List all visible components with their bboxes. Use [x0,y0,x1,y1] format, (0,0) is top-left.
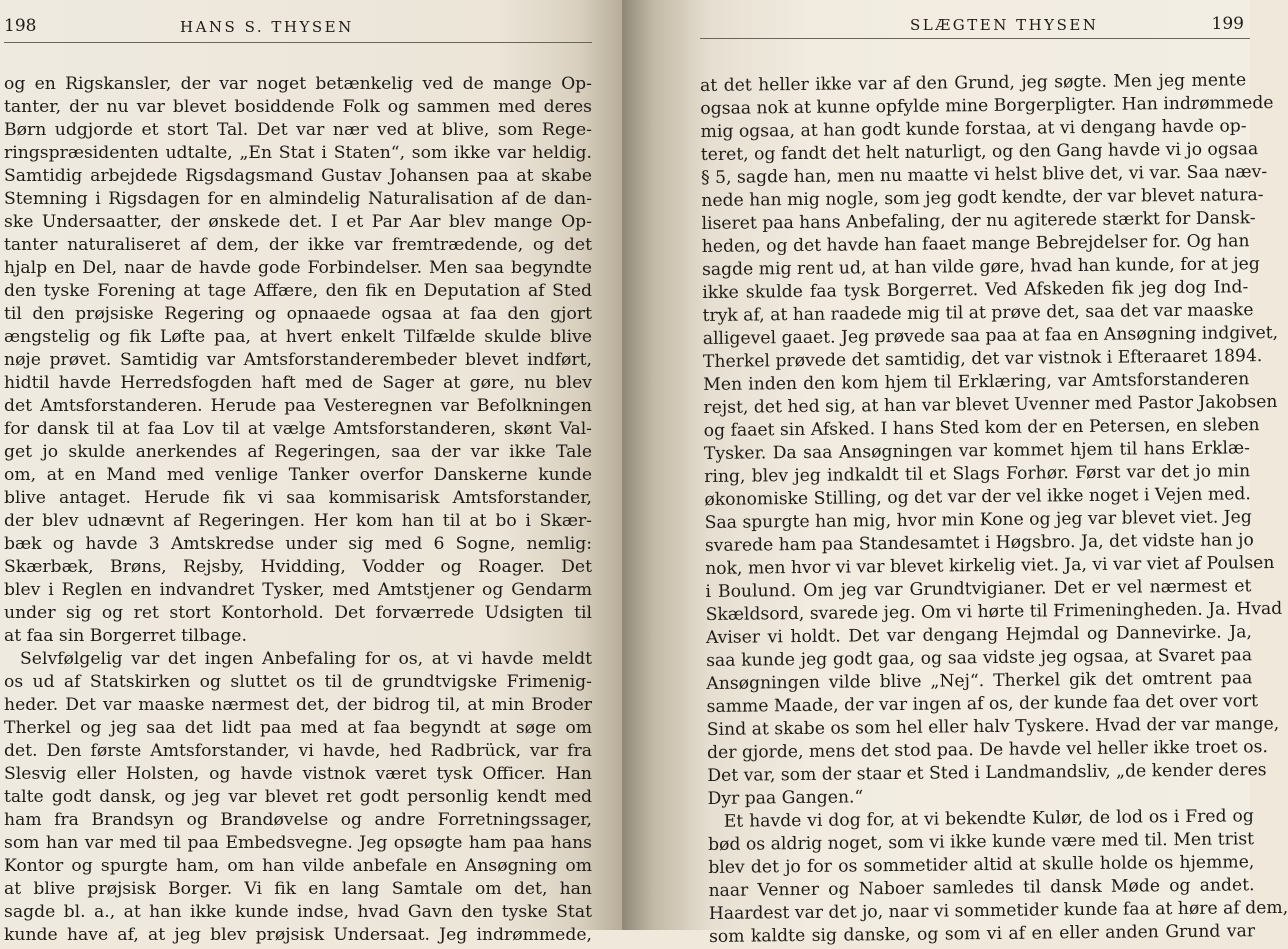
text-line: under sig og ret stort Kontorhold. Det forværrede Udsigten til [4,603,592,623]
text-line: nøje prøvet. Samtidig var Amtsforstanderembeder blevet indført, [4,350,592,370]
text-line: som han var med til paa Embedsvegne. Jeg opsøgte ham paa hans [4,833,592,853]
text-line: Ansøgningen vilde blive „Nej“. Therkel gik det omtrent paa [706,668,1253,694]
text-line: Et havde vi dog for, at vi bekendte Kulør, de lod os i Fred og [723,806,1254,832]
text-line: talte godt dansk, og jeg var blevet ret godt personlig kendt med [4,787,592,807]
text-line: Skældsord, svarede jeg. Om vi hørte til Frimeningheden. Ja. Hvad [705,598,1283,625]
text-line: Haardest var det jo, naar vi sommetider kunde faa at høre af dem, [708,897,1288,924]
text-line: Aviser vi holdt. Det var dengang Hejmdal og Dannevirke. Ja, [705,622,1252,648]
text-line: den tyske Forening at tage Affære, den fik en Deputation af Sted [4,281,592,301]
text-line: naar Venner og Naboer samledes til dansk Møde og andet. [708,875,1255,901]
text-line: Slesvig eller Holsten, og havde vistnok været tysk Officer. Han [4,764,592,784]
right-body-text [700,69,1288,949]
text-line: ham fra Brandsyn og Brandøvelse og andre Forretningssager, [4,810,592,830]
text-line: og en Rigskansler, der var noget betænkelig ved de mange Op- [4,74,592,94]
text-line: ikke skulde faa tysk Borgerret. Ved Afskeden fik jeg dog Ind- [702,277,1249,303]
text-line: nok, men hvor vi var blevet kirkelig viet. Ja, vi var viet af Poulsen [705,553,1275,579]
text-line: teret, og fandt det helt naturligt, og den Gang havde vi jo ogsaa [700,139,1259,165]
right-running-title: SLÆGTEN THYSEN [910,16,1099,34]
text-line: rejst, det hed sig, at han var blevet Uvenner med Pastor Jakobsen [703,391,1278,418]
text-line: sagde bl. a., at han ikke kunde indse, hvad Gavn den tyske Stat [4,902,592,922]
text-line: nede han mig nogle, som jeg godt kendte, der var blevet natura- [701,185,1264,211]
text-line: Samtidig arbejdede Rigsdagsmand Gustav Johansen paa at skabe [4,166,592,186]
text-line: blev det jo for os sommetider altid at skulle holde os hjemme, [708,852,1255,878]
text-line: som kaldte sig danske, og som vi af en eller anden Grund var [708,921,1256,947]
text-line: samme Maade, der var ingen af os, der kunde faa det over vort [706,691,1259,717]
text-line: tryk af, at han raadede mig til at prøve det, saa det var maaske [702,300,1254,326]
text-line: blev i Reglen en indvandret Tysker, med Amtstjener og Gendarm [4,580,592,600]
right-running-head [700,14,1250,39]
text-line: bød os aldrig noget, som vi ikke kunde være med til. Men trist [707,829,1255,855]
text-line: det Amtsforstanderen. Herude paa Vesteregnen var Befolkningen [4,396,592,416]
text-line: økonomiske Stilling, og det var der vel ikke noget i Vejen med. [704,484,1251,510]
text-line: Saa spurgte han mig, hvor min Kone og jeg var blevet viet. Jeg [704,507,1252,533]
left-running-head [4,16,592,43]
text-line: Børn udgjorde et stort Tal. Det var nær ved at blive, som Rege- [4,120,592,140]
text-line: Kontor og spurgte ham, om han vilde anbefale en Ansøgning om [4,856,592,876]
text-line: saa kunde jeg godt gaa, og saa vidste jeg ogsaa, at Svaret paa [706,645,1253,671]
text-line: bæk og havde 3 Amtskredse under sig med 6 Sogne, nemlig: [4,534,592,554]
right-page-number: 199 [1211,14,1244,34]
text-line: at det heller ikke var af den Grund, jeg søgte. Men jeg mente [700,70,1247,96]
text-line: der blev udnævnt af Regeringen. Her kom han til at bo i Skær- [4,511,592,531]
text-line: hidtil havde Herredsfogden haft med de Sager at gøre, nu blev [4,373,592,393]
text-line: sagde mig rent ud, at han vilde gøre, hvad han kunde, for at jeg [701,254,1260,280]
left-page [0,0,622,945]
text-line: kunde have af, at jeg blev prøjsisk Undersaat. Jeg indrømmede, [4,925,592,945]
text-line: der gjorde, mens det stod paa. De havde vel heller ikke troet os. [706,737,1268,763]
left-body-text [4,73,592,947]
text-line: ogsaa nok at kunne opfylde mine Borgerpligter. Han indrømmede [700,92,1274,119]
text-line: blive antaget. Herude fik vi saa kommisarisk Amtsforstander, [4,488,592,508]
text-line: tanter, der nu var blevet bosiddende Folk og sammen med deres [4,97,592,117]
text-line: Stemning i Rigsdagen for en almindelig Naturalisation af de dan- [4,189,592,209]
text-line: ske Undersaatter, der ønskede det. I et Par Aar blev mange Op- [4,212,592,232]
text-line: liseret paa hans Anbefaling, der nu agiterede stærkt for Dansk- [701,208,1256,234]
text-line: at blive prøjsisk Borger. Vi fik en lang Samtale om det, han [4,879,592,899]
text-line: svarede ham paa Standesamtet i Høgsbro. Ja, det vidste han jo [704,530,1254,556]
text-line: heden, og det havde han faaet mange Bebrejdelser for. Og han [701,231,1250,257]
text-line: ængstelig og fik Løfte paa, at hvert enkelt Tilfælde skulde blive [4,327,592,347]
text-line: Therkel og jeg saa det lidt paa med at faa begyndt at søge om [4,718,592,738]
text-line: til den prøjsiske Regering og opnaaede ogsaa at faa den gjort [4,304,592,324]
text-line: om, at en Mand med venlige Tanker overfor Danskerne kunde [4,465,592,485]
text-line: og faaet sin Afsked. I hans Sted kom der en Petersen, en sleben [703,415,1260,441]
text-line: Sind at skabe os som hel eller halv Tyskere. Hvad der var mange, [706,713,1280,740]
text-line: Det var, som der staar et Sted i Landmandsliv, „de kender deres [707,760,1267,786]
text-line: at faa sin Borgerret tilbage. [4,626,247,646]
text-line: ring, blev jeg indkaldt til et Slags Forhør. Først var det jo min [704,461,1251,487]
text-line: Skærbæk, Brøns, Rejsby, Hvidding, Vodder og Roager. Det [4,557,592,577]
right-page [622,0,1288,947]
text-line: Therkel prøvede det samtidig, det var vistnok i Efteraaret 1894. [702,346,1263,372]
text-line: os ud af Statskirken og sluttet os til de grundtvigske Frimenig- [4,672,592,692]
text-line: heder. Det var maaske nærmest det, der bidrog til, at min Broder [4,695,592,715]
text-line: Selvfølgelig var det ingen Anbefaling for os, at vi havde meldt [20,649,592,669]
text-line: § 5, sagde han, men nu maatte vi helst blive det, vi var. Saa næv- [700,162,1268,188]
text-line: ringspræsidenten udtalte, „En Stat i Staten“, som ikke var heldig. [4,143,592,163]
text-line: mig ogsaa, at han godt kunde forstaa, at vi dengang havde op- [700,116,1247,142]
left-page-number: 198 [4,16,37,36]
text-line: Tysker. Da saa Ansøgningen var kommet hjem til hans Erklæ- [703,438,1251,464]
text-line: for dansk til at faa Lov til at vælge Amtsforstanderen, skønt Val- [4,419,592,439]
text-line: i Boulund. Om jeg var Grundtvigianer. Det er vel nærmest et [705,576,1252,602]
text-line: tanter naturaliseret af dem, der ikke var fremtrædende, og det [4,235,592,255]
text-line: hjalp en Del, naar de havde gode Forbindelser. Men saa begyndte [4,258,592,278]
text-line: Dyr paa Gangen.“ [707,787,864,809]
text-line: Men inden den kom hjem til Erklæring, var Amtsforstanderen [703,369,1250,395]
text-line: get jo skulde anerkendes af Regeringen, saa der var ikke Tale [4,442,592,462]
left-running-title: HANS S. THYSEN [180,18,354,36]
text-line: det. Den første Amtsforstander, vi havde, hed Radbrück, var fra [4,741,592,761]
text-line: alligevel gaaet. Jeg prøvede saa paa at faa en Ansøgning indgivet, [702,322,1279,349]
